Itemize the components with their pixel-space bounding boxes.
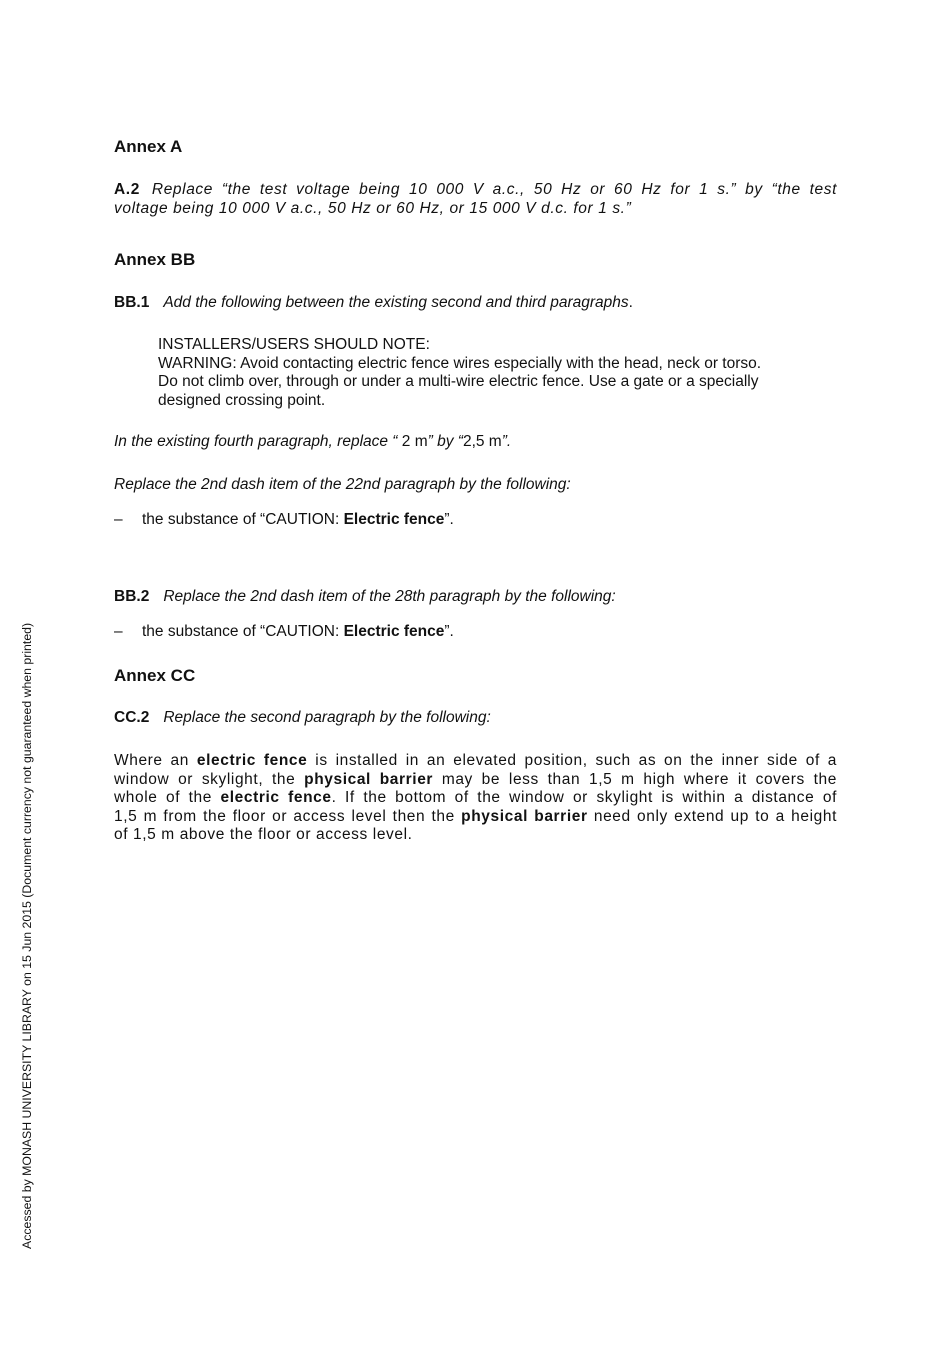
clause-a2-line-2: voltage being 10 000 V a.c., 50 Hz or 60 Hz, or 15 000 V d.c. for 1 s.” bbox=[114, 199, 632, 217]
clause-bb2-number: BB.2 bbox=[114, 588, 150, 605]
fourth-para-text-a: In the existing fourth paragraph, replace “ bbox=[114, 433, 398, 450]
defined-term: physical barrier bbox=[304, 770, 434, 788]
warning-note bbox=[158, 336, 838, 410]
clause-bb1-number: BB.1 bbox=[114, 294, 150, 311]
fourth-para-old-value: 2 m bbox=[397, 433, 428, 450]
replace-22nd-instruction: Replace the 2nd dash item of the 22nd paragraph by the following: bbox=[114, 476, 571, 493]
clause-bb1 bbox=[114, 294, 633, 313]
paragraph-text: may be less than 1,5 m high where it covers the bbox=[433, 770, 837, 788]
paragraph-text: is installed in an elevated position, such as on the inner side of a bbox=[307, 752, 837, 769]
clause-a2-text-1: Replace “the test voltage being 10 000 V a.c., 50 Hz or 60 Hz for 1 s.” by “the test bbox=[151, 181, 837, 198]
clause-bb1-instruction: Add the following between the existing second and third paragraphs bbox=[163, 294, 629, 311]
paragraph-text: 1,5 m from the floor or access level then the bbox=[114, 807, 462, 825]
clause-bb2-instruction: Replace the 2nd dash item of the 28th paragraph by the following: bbox=[163, 588, 616, 605]
fourth-para-text-e: ”. bbox=[501, 433, 512, 450]
warning-note-line: designed crossing point. bbox=[158, 391, 326, 409]
annex-bb-heading: Annex BB bbox=[114, 250, 196, 269]
clause-bb1-instruction-end: . bbox=[628, 294, 633, 311]
dash-item-bold: Electric fence bbox=[343, 623, 445, 640]
paragraph-text: Where an bbox=[114, 752, 197, 769]
dash-item-post: ”. bbox=[444, 511, 454, 528]
dash-item-bb2 bbox=[114, 623, 814, 642]
clause-a2-line-1 bbox=[114, 181, 837, 200]
clause-bb2 bbox=[114, 588, 616, 607]
clause-cc2-instruction: Replace the second paragraph by the following: bbox=[163, 709, 491, 726]
paragraph-line bbox=[114, 826, 837, 845]
paragraph-text: window or skylight, the bbox=[114, 770, 305, 788]
paragraph-line bbox=[114, 808, 837, 827]
paragraph-text: . If the bottom of the window or skylight is within a distance of bbox=[331, 789, 837, 806]
warning-note-line: INSTALLERS/USERS SHOULD NOTE: bbox=[158, 336, 430, 353]
dash-item-bb1 bbox=[114, 511, 814, 530]
dash-marker: – bbox=[114, 511, 123, 528]
clause-a2 bbox=[114, 181, 837, 218]
annex-a-heading: Annex A bbox=[114, 137, 183, 156]
warning-note-line: Do not climb over, through or under a multi-wire electric fence. Use a gate or a specially bbox=[158, 373, 759, 390]
paragraph-line bbox=[114, 752, 837, 771]
paragraph-line bbox=[114, 789, 837, 808]
fourth-para-text-c: ” by “ bbox=[427, 433, 463, 450]
defined-term: physical barrier bbox=[461, 807, 588, 825]
paragraph-text: whole of the bbox=[114, 789, 221, 806]
paragraph-line bbox=[114, 771, 837, 790]
clause-cc2-number: CC.2 bbox=[114, 709, 150, 726]
access-sidebar-note: Accessed by MONASH UNIVERSITY LIBRARY on 15 Jun 2015 (Document currency not guaranteed when printed) bbox=[20, 622, 34, 1249]
fourth-paragraph-instruction bbox=[114, 433, 511, 452]
fourth-para-new-value: 2,5 m bbox=[462, 433, 502, 450]
clause-a2-number: A.2 bbox=[114, 181, 140, 198]
dash-item-post: ”. bbox=[444, 623, 454, 640]
annex-cc-heading: Annex CC bbox=[114, 666, 196, 685]
dash-item-text bbox=[114, 623, 454, 640]
warning-note-line: WARNING: Avoid contacting electric fence wires especially with the head, neck or torso. bbox=[158, 354, 762, 372]
dash-item-text bbox=[114, 511, 454, 528]
dash-item-pre: the substance of “CAUTION: bbox=[142, 623, 344, 640]
replacement-paragraph bbox=[114, 752, 837, 845]
defined-term: electric fence bbox=[220, 789, 332, 806]
dash-item-pre: the substance of “CAUTION: bbox=[142, 511, 344, 528]
paragraph-text: of 1,5 m above the floor or access level. bbox=[114, 826, 413, 843]
clause-cc2 bbox=[114, 709, 491, 728]
defined-term: electric fence bbox=[196, 752, 308, 769]
dash-item-bold: Electric fence bbox=[343, 511, 445, 528]
paragraph-text: need only extend up to a height bbox=[587, 807, 837, 825]
dash-marker: – bbox=[114, 623, 123, 640]
